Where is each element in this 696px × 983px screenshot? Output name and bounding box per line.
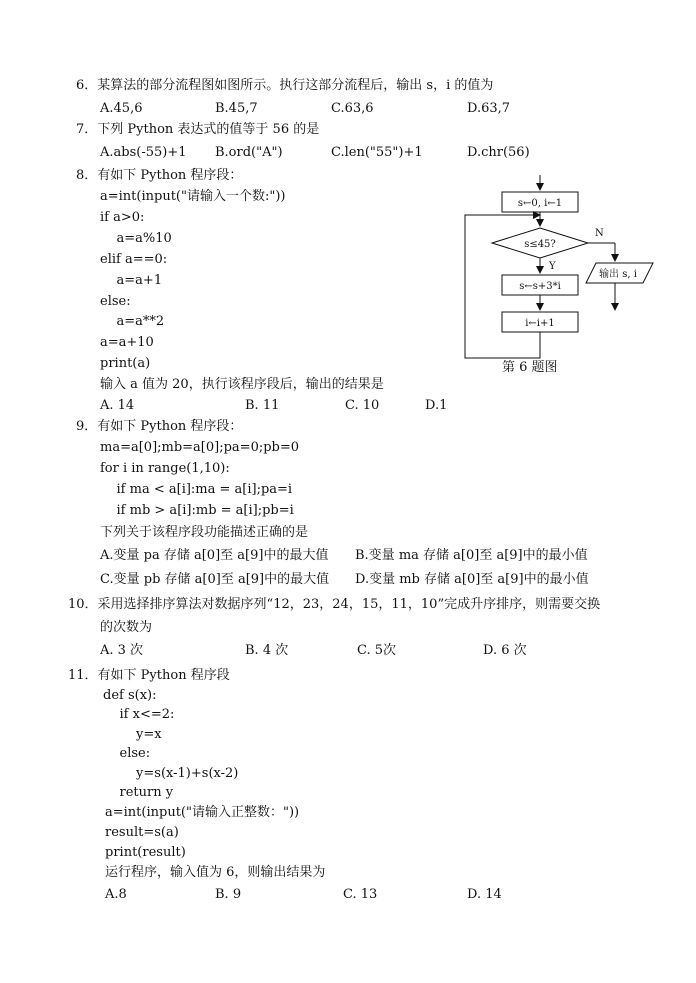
q8-option-c: C. 10 bbox=[345, 398, 380, 413]
flowchart-condition-text: s≤45? bbox=[524, 239, 556, 250]
q10-stem-continued: 的次数为 bbox=[100, 620, 153, 635]
q11-option-c: C. 13 bbox=[343, 887, 378, 902]
q10-option-c: C. 5次 bbox=[357, 643, 397, 658]
q9-option-b: B.变量 ma 存储 a[0]至 a[9]中的最小值 bbox=[355, 548, 588, 563]
q9-code-line: for i in range(1,10): bbox=[100, 461, 230, 476]
q11-code-line: print(result) bbox=[105, 845, 186, 860]
q11-option-a: A.8 bbox=[105, 887, 127, 902]
q8-code-line: else: bbox=[100, 294, 131, 309]
q11-code-line: else: bbox=[103, 746, 151, 761]
q7-option-a: A.abs(-55)+1 bbox=[100, 145, 187, 160]
q11-option-d: D. 14 bbox=[467, 887, 502, 902]
q9-code-line: if ma < a[i]:ma = a[i];pa=i bbox=[100, 482, 293, 497]
q8-code-line: if a>0: bbox=[100, 210, 145, 225]
q9-stem: 9．有如下 Python 程序段： bbox=[76, 419, 243, 434]
q8-stem: 8．有如下 Python 程序段： bbox=[76, 168, 243, 183]
q11-code-line: result=s(a) bbox=[105, 825, 179, 840]
q10-option-b: B. 4 次 bbox=[245, 643, 289, 658]
q7-stem: 7．下列 Python 表达式的值等于 56 的是 bbox=[76, 122, 320, 137]
q8-option-b: B. 11 bbox=[245, 398, 280, 413]
q9-option-a: A.变量 pa 存储 a[0]至 a[9]中的最大值 bbox=[100, 548, 329, 563]
q6-option-a: A.45,6 bbox=[100, 101, 143, 116]
q9-code-line: if mb > a[i]:mb = a[i];pb=i bbox=[100, 503, 294, 518]
q8-code-line: a=int(input("请输入一个数:")) bbox=[100, 189, 286, 204]
flowchart-diagram bbox=[460, 170, 670, 385]
q6-option-b: B.45,7 bbox=[215, 101, 258, 116]
flowchart-body-text: s←s+3*i bbox=[519, 281, 561, 292]
q11-question: 运行程序，输入值为 6，则输出结果为 bbox=[105, 865, 326, 880]
q9-question: 下列关于该程序段功能描述正确的是 bbox=[100, 525, 309, 540]
q9-option-d: D.变量 mb 存储 a[0]至 a[9]中的最小值 bbox=[355, 572, 589, 587]
q7-option-d: D.chr(56) bbox=[467, 145, 530, 160]
q8-code-line: print(a) bbox=[100, 356, 151, 371]
q10-stem: 10．采用选择排序算法对数据序列“12，23，24，15，11，10”完成升序排序，则需要交换 bbox=[68, 597, 601, 612]
q6-option-d: D.63,7 bbox=[467, 101, 511, 116]
q9-code-line: ma=a[0];mb=a[0];pa=0;pb=0 bbox=[100, 440, 300, 455]
flowchart-no-label: N bbox=[595, 228, 604, 239]
q11-stem: 11．有如下 Python 程序段 bbox=[68, 668, 230, 683]
q7-option-b: B.ord("A") bbox=[215, 145, 283, 160]
q8-code-line: a=a+10 bbox=[100, 335, 154, 350]
q11-code-line: a=int(input("请输入正整数：")) bbox=[105, 805, 300, 820]
q11-code-line: y=s(x-1)+s(x-2) bbox=[103, 766, 239, 781]
flowchart-init-text: s←0, i←1 bbox=[517, 198, 563, 209]
q11-option-b: B. 9 bbox=[215, 887, 242, 902]
q8-option-a: A. 14 bbox=[100, 398, 135, 413]
flowchart-output-text: 输出 s, i bbox=[599, 269, 637, 280]
q11-code-line: return y bbox=[103, 785, 174, 800]
q6-option-c: C.63,6 bbox=[331, 101, 374, 116]
q9-option-c: C.变量 pb 存储 a[0]至 a[9]中的最大值 bbox=[100, 572, 330, 587]
q11-code-line: def s(x): bbox=[103, 688, 157, 703]
flowchart-yes-label: Y bbox=[549, 261, 556, 272]
q10-option-d: D. 6 次 bbox=[483, 643, 527, 658]
q11-code-line: y=x bbox=[103, 727, 162, 742]
q8-code-line: a=a**2 bbox=[100, 314, 165, 329]
q8-code-line: a=a+1 bbox=[100, 273, 163, 288]
q6-stem: 6．某算法的部分流程图如图所示。执行这部分流程后，输出 s，i 的值为 bbox=[76, 78, 494, 93]
q7-option-c: C.len("55")+1 bbox=[331, 145, 423, 160]
q10-option-a: A. 3 次 bbox=[100, 643, 144, 658]
q8-code-line: a=a%10 bbox=[100, 231, 172, 246]
q8-option-d: D.1 bbox=[425, 398, 448, 413]
q8-code-line: elif a==0: bbox=[100, 252, 168, 267]
q8-question: 输入 a 值为 20，执行该程序段后，输出的结果是 bbox=[100, 377, 384, 392]
flowchart-increment-text: i←i+1 bbox=[525, 318, 555, 329]
flowchart-caption: 第 6 题图 bbox=[502, 360, 558, 375]
q11-code-line: if x<=2: bbox=[103, 707, 175, 722]
